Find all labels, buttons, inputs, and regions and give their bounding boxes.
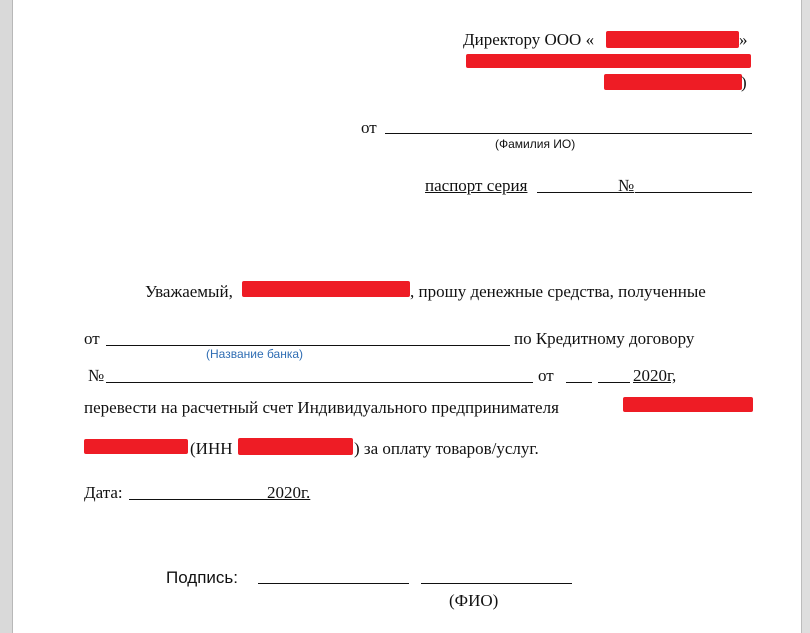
redaction-entrepreneur-name: [623, 397, 753, 412]
request-text: , прошу денежные средства, полученные: [410, 282, 706, 301]
greeting-label: Уважаемый,: [145, 282, 233, 301]
credit-contract-label: по Кредитному договору: [514, 329, 695, 348]
signature-fio-caption: (ФИО): [449, 591, 499, 610]
from-label: от: [361, 118, 377, 137]
contract-from-label: от: [538, 366, 554, 385]
signature-line[interactable]: [258, 583, 409, 584]
signature-label: Подпись:: [166, 568, 239, 587]
redaction-director-extra: [604, 74, 742, 90]
payment-text: ) за оплату товаров/услуг.: [354, 439, 539, 458]
page-edge-left: [0, 0, 13, 633]
redaction-company: [606, 31, 739, 48]
passport-series-line[interactable]: [537, 192, 618, 193]
passport-number-line[interactable]: [635, 192, 752, 193]
contract-number-sign: №: [88, 366, 105, 385]
director-quote-close: »: [739, 30, 748, 49]
redaction-entrepreneur-surname: [84, 439, 188, 454]
from-fio-line[interactable]: [385, 133, 752, 134]
date-year: 2020г.: [267, 483, 311, 502]
page-edge-right: [801, 0, 810, 633]
bank-from-label: от: [84, 329, 100, 348]
bank-name-line[interactable]: [106, 345, 510, 346]
redaction-addressee: [242, 281, 410, 297]
redaction-director-name: [466, 54, 751, 68]
director-paren-close: ): [741, 73, 747, 92]
date-line[interactable]: [129, 499, 268, 500]
contract-number-line[interactable]: [106, 382, 533, 383]
transfer-text: перевести на расчетный счет Индивидуального предпринимателя: [84, 398, 559, 417]
redaction-inn: [238, 438, 353, 455]
fio-caption: (Фамилия ИО): [495, 137, 576, 151]
contract-month-line[interactable]: [598, 382, 630, 383]
passport-label: паспорт серия: [425, 176, 528, 195]
signature-fio-line[interactable]: [421, 583, 572, 584]
passport-number-sign: №: [618, 176, 635, 195]
inn-open-label: (ИНН: [190, 439, 233, 458]
bank-caption: (Название банка): [206, 347, 304, 361]
director-label: Директору ООО «: [463, 30, 595, 49]
contract-day-line[interactable]: [566, 382, 592, 383]
contract-year: 2020г,: [633, 366, 677, 385]
date-label: Дата:: [84, 483, 123, 502]
